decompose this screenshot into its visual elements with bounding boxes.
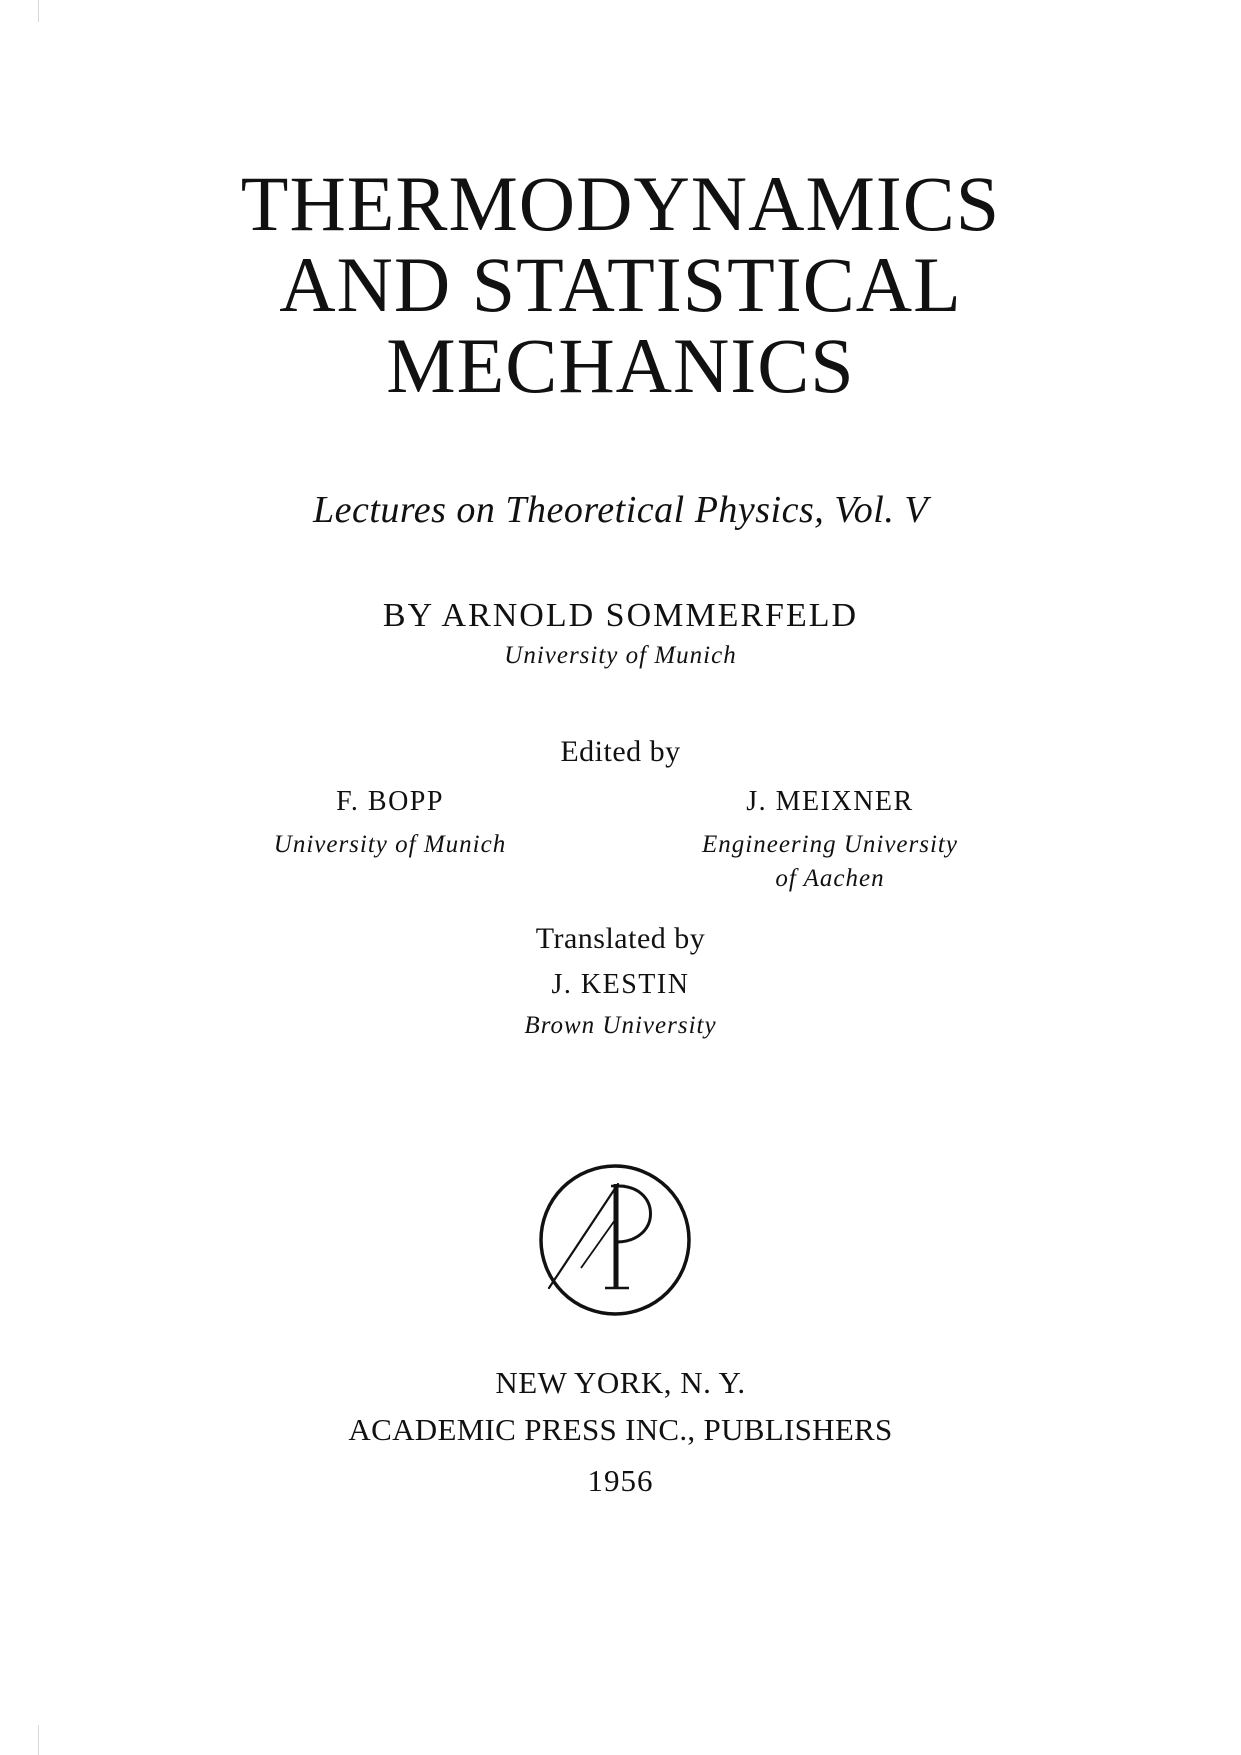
editor-affiliation: University of Munich bbox=[273, 831, 507, 858]
scan-edge-mark bbox=[38, 1725, 39, 1755]
book-title bbox=[0, 160, 1241, 409]
academic-press-logo-icon bbox=[535, 1160, 695, 1320]
editor bbox=[650, 785, 1010, 896]
scan-edge-mark bbox=[38, 0, 39, 22]
editor bbox=[240, 785, 540, 862]
title-line: MECHANICS bbox=[386, 322, 855, 409]
editor-name: J. MEIXNER bbox=[746, 786, 914, 817]
author-name: BY ARNOLD SOMMERFELD bbox=[382, 597, 859, 634]
editor-affiliation: Engineering University bbox=[702, 831, 958, 858]
imprint-year: 1956 bbox=[587, 1463, 654, 1498]
title-line: AND STATISTICAL bbox=[279, 241, 962, 328]
editor-affiliation: of Aachen bbox=[775, 865, 885, 892]
title-line: THERMODYNAMICS bbox=[240, 160, 1001, 247]
editor-name: F. BOPP bbox=[336, 786, 444, 817]
translator-name: J. KESTIN bbox=[551, 969, 690, 1000]
translator-affiliation: Brown University bbox=[524, 1012, 717, 1039]
author-affiliation: University of Munich bbox=[504, 642, 737, 669]
imprint-publisher: ACADEMIC PRESS INC., PUBLISHERS bbox=[348, 1412, 893, 1447]
series-subtitle: Lectures on Theoretical Physics, Vol. V bbox=[312, 489, 929, 531]
translated-by-label: Translated by bbox=[535, 922, 706, 955]
imprint-city: NEW YORK, N. Y. bbox=[495, 1365, 746, 1400]
edited-by-label: Edited by bbox=[560, 735, 681, 768]
